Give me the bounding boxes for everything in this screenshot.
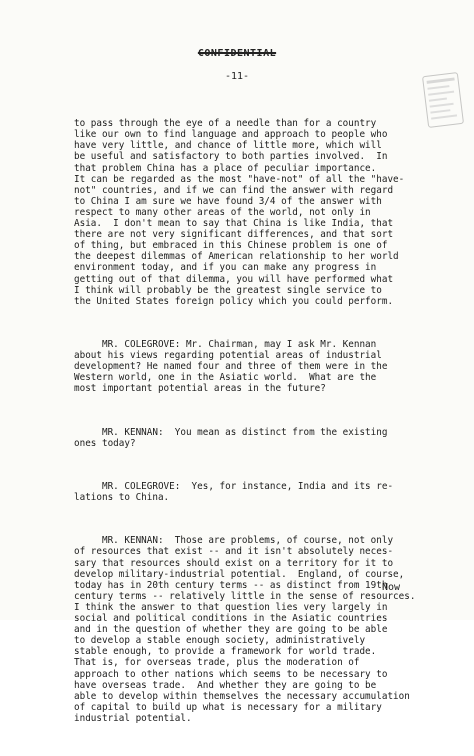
text-line: development? He named four and three of them were in the [74, 361, 388, 373]
text-line: MR. COLEGROVE: Mr. Chairman, may I ask Mr. Kennan [74, 338, 377, 350]
text-line: have very little, and chance of little more, which will [74, 140, 382, 152]
text-line: MR. KENNAN: Those are problems, of course, not only [74, 535, 394, 547]
text-line: there are not very significant differences, and that sort [74, 229, 394, 241]
transcript-body [74, 96, 434, 756]
text-line: the deepest dilemmas of American relationship to her world [74, 251, 399, 263]
text-line: of capital to build up what is necessary for a military [74, 701, 382, 713]
catchword: Now [382, 582, 401, 593]
text-line: that problem China has a place of peculiar importance. [74, 162, 377, 174]
text-line: I think will probably be the greatest single service to [74, 284, 382, 296]
text-line: not" countries, and if we can find the answer with regard [74, 184, 394, 196]
classification-marking [0, 48, 474, 59]
text-line: of thing, but embraced in this Chinese problem is one of [74, 240, 388, 252]
text-line: to China I am sure we have found 3/4 of the answer with [74, 195, 382, 207]
text-line: That is, for overseas trade, plus the moderation of [74, 657, 360, 669]
text-line: be useful and satisfactory to both parties involved. In [74, 151, 388, 163]
text-line: Asia. I don't mean to say that China is like India, that [74, 218, 394, 230]
text-line: like our own to find language and approach to people who [74, 129, 388, 141]
text-line: able to develop within themselves the necessary accumulation [74, 690, 410, 702]
text-line: social and political conditions in the Asiatic countries [74, 613, 388, 625]
text-line: respect to many other areas of the world, not only in [74, 206, 371, 218]
transcript-paragraph [74, 481, 434, 503]
text-line: of resources that exist -- and it isn't absolutely neces- [74, 546, 394, 558]
text-line: the United States foreign policy which you could perform. [74, 295, 394, 307]
text-line: industrial potential. [74, 712, 192, 724]
text-line: getting out of that dilemma, you will have performed what [74, 273, 394, 285]
text-line: environment today, and if you can make any progress in [74, 262, 377, 274]
text-line: about his views regarding potential areas of industrial [74, 350, 382, 362]
text-line: ones today? [74, 437, 136, 449]
text-line: century terms -- relatively little in the sense of resources. [74, 590, 416, 602]
text-line: today has in 20th century terms -- as distinct from 19th [74, 579, 388, 591]
page-number: -11- [224, 71, 250, 82]
text-line: MR. KENNAN: You mean as distinct from the existing [74, 426, 388, 438]
text-line: lations to China. [74, 492, 170, 504]
text-line: It can be regarded as the most "have-not" of all the "have- [74, 173, 405, 185]
transcript-paragraph [74, 118, 434, 307]
text-line: develop military-industrial potential. England, of course, [74, 568, 405, 580]
text-line: to pass through the eye of a needle than for a country [74, 118, 377, 130]
text-line: MR. COLEGROVE: Yes, for instance, India and its re- [74, 481, 394, 492]
text-line: stable enough, to provide a framework for world trade. [74, 646, 377, 658]
text-line: to develop a stable enough society, administratively [74, 635, 366, 647]
text-line: Western world, one in the Asiatic world. What are the [74, 372, 377, 384]
text-line: I think the answer to that question lies very largely in [74, 601, 388, 613]
text-line: most important potential areas in the future? [74, 383, 326, 395]
text-line: approach to other nations which seems to be necessary to [74, 668, 388, 680]
text-line: have overseas trade. And whether they are going to be [74, 679, 377, 691]
transcript-paragraph [74, 535, 434, 724]
transcript-paragraph [74, 427, 434, 449]
text-line: and in the question of whether they are going to be able [74, 624, 388, 636]
classification-text: CONFIDENTIAL [197, 48, 277, 59]
text-line: sary that resources should exist on a territory for it to [74, 557, 394, 569]
transcript-paragraph [74, 339, 434, 394]
